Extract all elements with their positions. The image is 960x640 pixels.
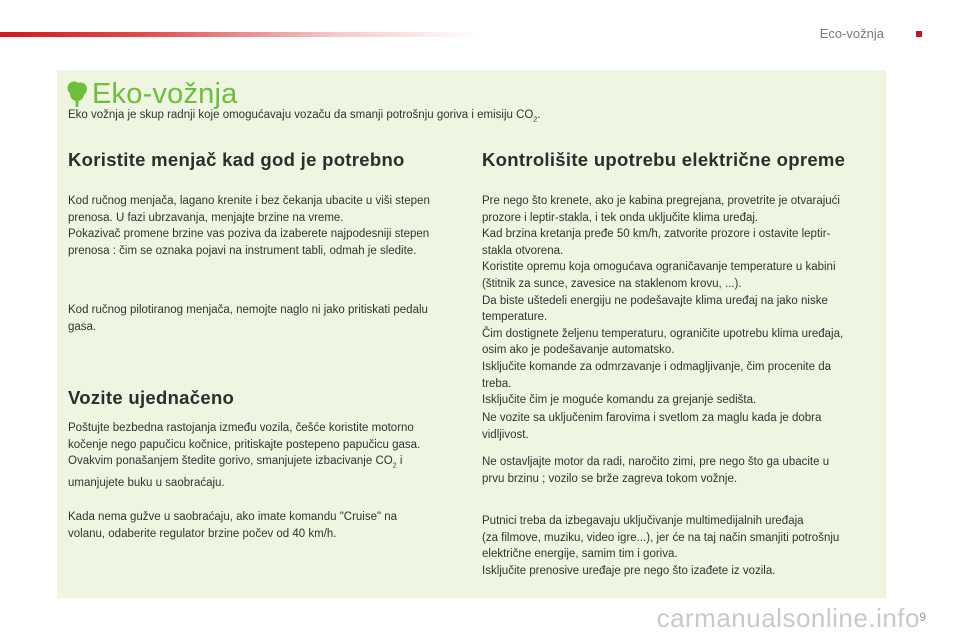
paragraph-safe-distance: Poštujte bezbedna rastojanja između vozila, češće koristite motorno kočenje nego papučicu kočnice, pritiskajte postepeno papučicu gasa. Ovakvim ponašanjem štedite gorivo, smanjujete izbacivanje $CO_2$ i umanjujete buku u saobraćaju.: [68, 422, 421, 490]
header-accent-bar: [0, 32, 480, 37]
paragraph-piloted-gearbox: Kod ručnog pilotiranog menjača, nemojte naglo ni jako pritiskati pedalu gasa.: [68, 304, 428, 333]
watermark: carmanualsonline.info: [656, 603, 920, 633]
paragraph-multimedia: Putnici treba da izbegavaju uključivanje multimedijalnih uređaja (za filmove, muziku, video igre...), jer će na taj način smanjiti potrošnju električne energije, samim tim i goriva. Isključite prenosive uređaje pre nego što izađete iz vozila.: [482, 515, 840, 577]
page-title: Eko-vožnja: [92, 77, 238, 110]
header-marker-square: [916, 31, 922, 37]
title-row: [66, 76, 237, 112]
eco-tree-icon: [66, 80, 88, 108]
heading-drive-smoothly: Vozite ujednačeno: [68, 387, 235, 408]
paragraph-engine-idle: Ne ostavljajte motor da radi, naročito zimi, pre nego što ga ubacite u prvu brzinu ; vozilo se brže zagreva tokom vožnje.: [482, 456, 830, 485]
intro-text: Eko vožnja je skup radnji koje omogućavaju vozaču da smanji potrošnju goriva i emisiju $CO_2$.: [68, 109, 541, 124]
paragraph-climate-control: Pre nego što krenete, ako je kabina pregrejana, provetrite je otvarajući prozore i leptir-stakla, i tek onda uključite klima uređaj. Kad brzina kretanja pređe 50 km/h, zatvorite prozore i ostavite leptir- stakla otvorena. Koristite opremu koja omogućava ograničavanje temperature u kabini (štitnik za sunce, zavesice na staklenom krovu, ...). Da biste uštedeli energiju ne podešavajte klima uređaj na jako niske temperature. Čim dostignete željenu temperaturu, ograničite upotrebu klima uređaja, osim ako je podešavanje automatsko. Isključite komande za odmrzavanje i odmagljivanje, čim procenite da treba. Isključite čim je moguće komandu za grejanje sedišta.: [482, 195, 844, 407]
paragraph-manual-gearbox: Kod ručnog menjača, lagano krenite i bez čekanja ubacite u viši stepen prenosa. U fazi ubrzavanja, menjajte brzine na vreme. Pokazivač promene brzine vas poziva da izaberete najpodesniji stepen prenosa : čim se oznaka pojavi na instrument tabli, odmah je sledite.: [68, 195, 430, 257]
header-section-title: Eco-vožnja: [819, 26, 884, 41]
paragraph-headlights: Ne vozite sa uključenim farovima i svetlom za maglu kada je dobra vidljivost.: [482, 412, 822, 441]
heading-electrical-equipment: Kontrolišite upotrebu električne opreme: [482, 149, 846, 170]
heading-gearbox: Koristite menjač kad god je potrebno: [68, 149, 405, 170]
paragraph-cruise-control: Kada nema gužve u saobraćaju, ako imate komandu "Cruise" na volanu, odaberite regulator brzine počev od 40 km/h.: [68, 511, 398, 540]
page-number: 9: [919, 610, 926, 624]
